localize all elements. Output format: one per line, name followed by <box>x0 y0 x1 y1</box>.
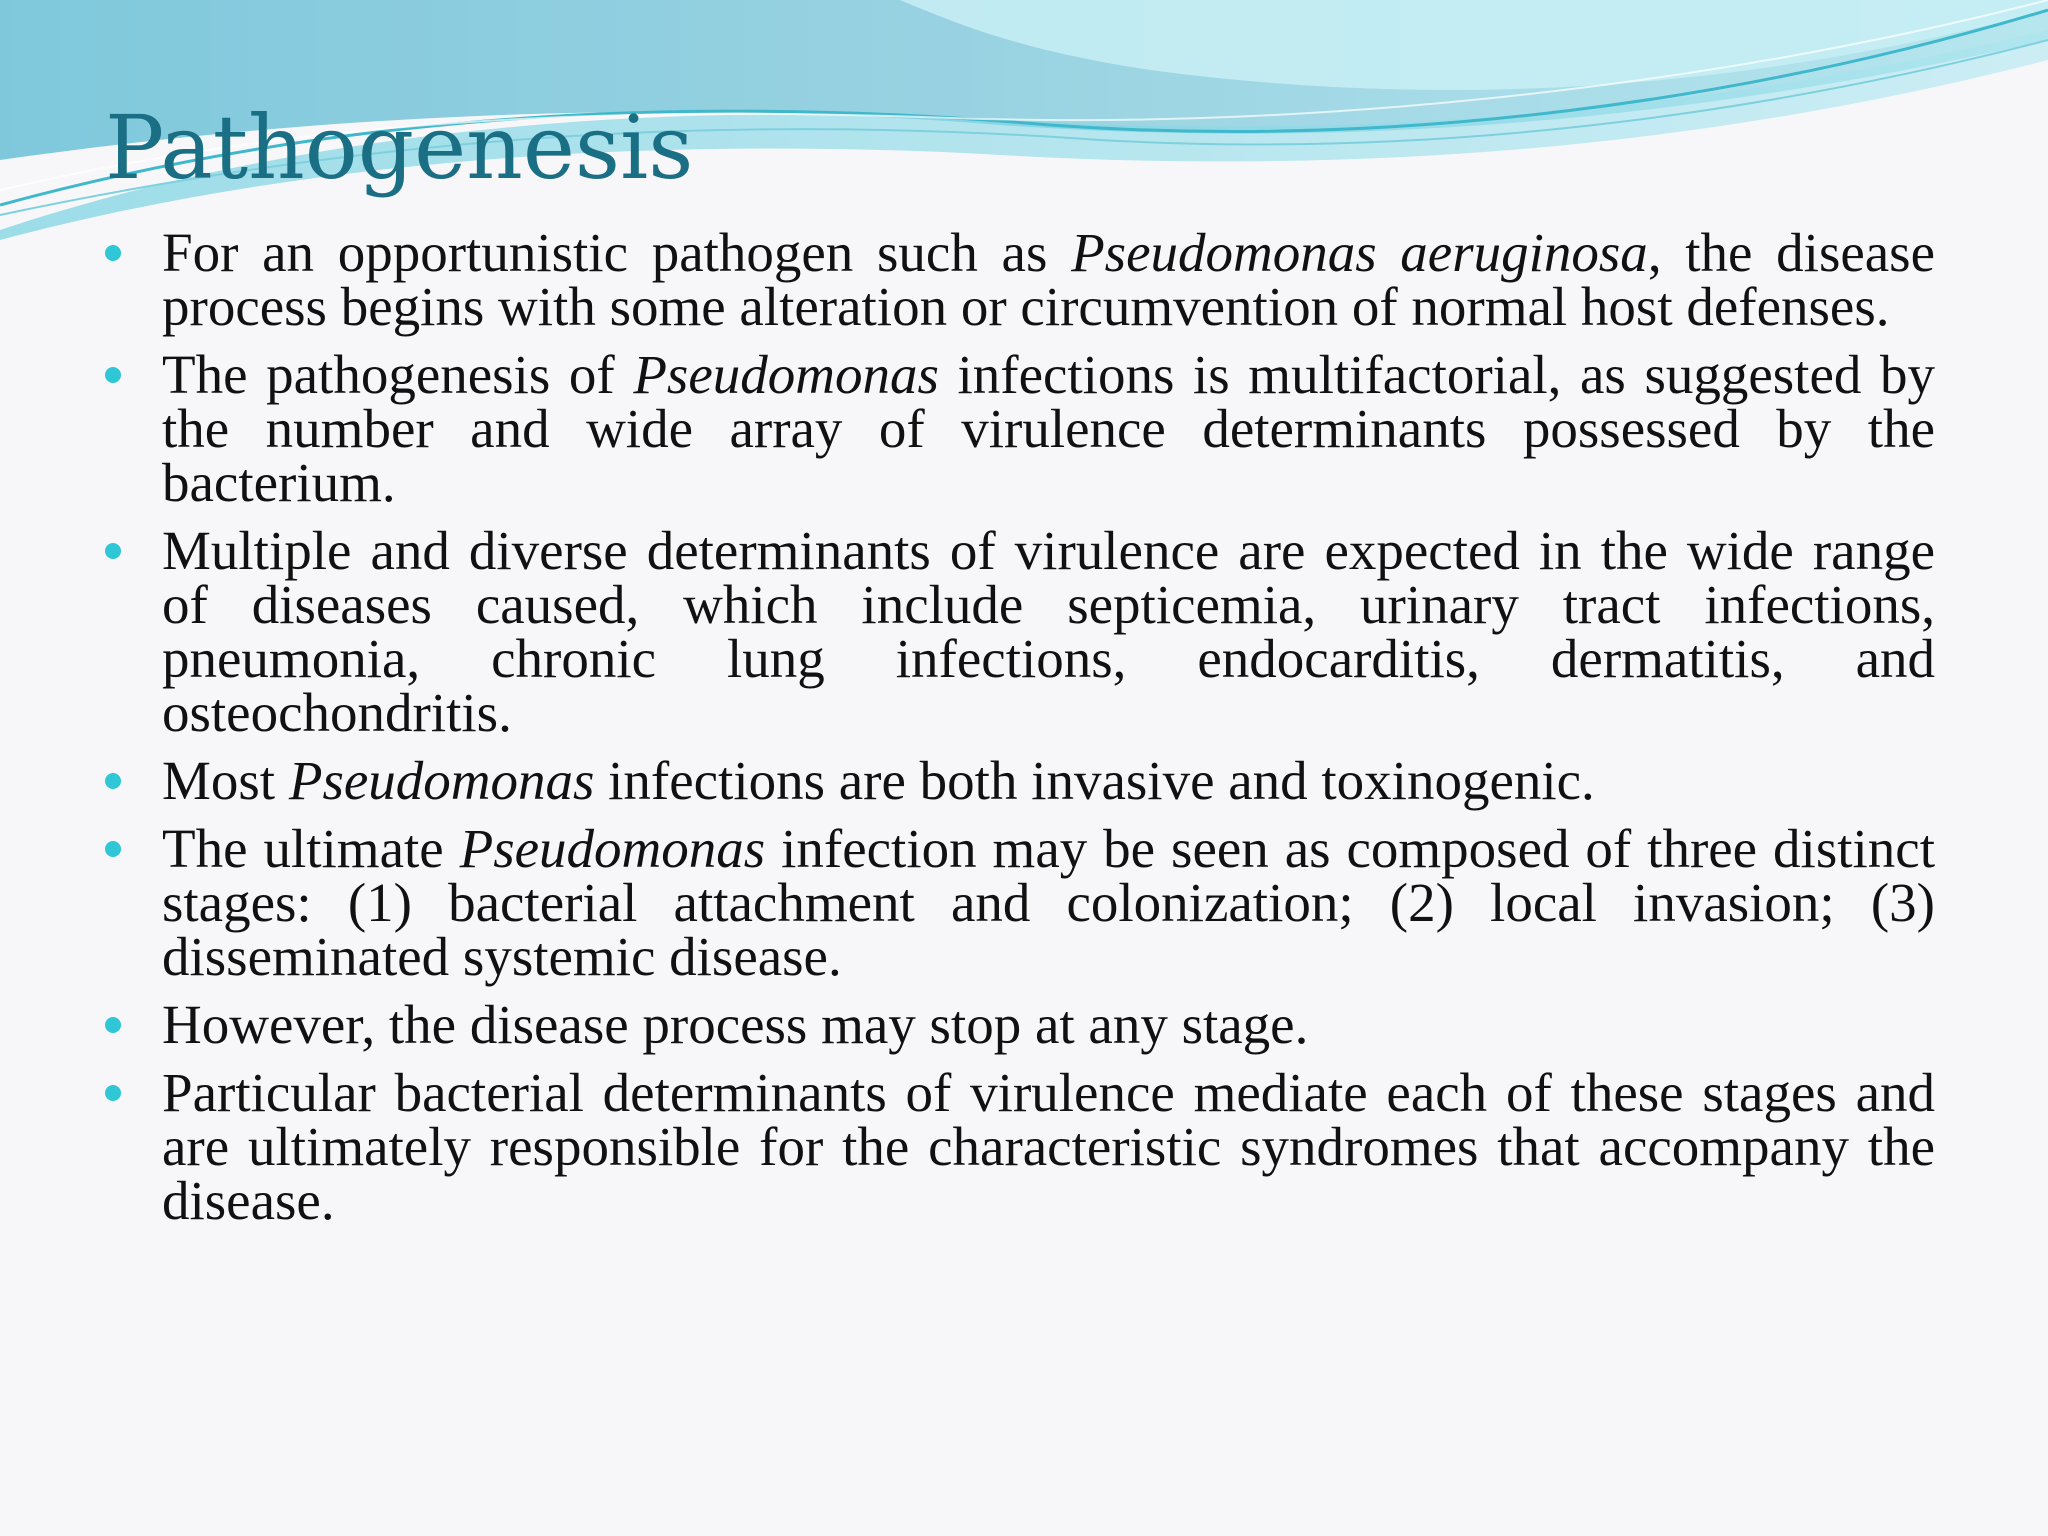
bullet-text-italic: Pseudomonas <box>459 818 766 879</box>
bullet-dot-icon <box>105 841 121 857</box>
bullet-text-italic: Pseudomonas aeruginosa <box>1071 222 1648 283</box>
bullet-item <box>100 994 1935 1055</box>
bullet-dot-icon <box>105 1017 121 1033</box>
bullet-item <box>100 818 1935 987</box>
bullet-item <box>100 1062 1935 1231</box>
bullet-text: Multiple and diverse determinants of virulence are expected in the wide range of diseases caused, which include septicemia, urinary tract infections, pneumonia, chronic lung infections, endocarditis, dermatitis, and osteochondritis. <box>162 520 1935 743</box>
bullet-text: , the disease process begins with some alteration or circumvention of normal host defenses. <box>162 222 1935 337</box>
bullet-dot-icon <box>105 1085 121 1101</box>
bullet-dot-icon <box>105 543 121 559</box>
bullet-item <box>100 750 1935 811</box>
bullet-dot-icon <box>105 773 121 789</box>
bullet-text: Most <box>162 750 289 811</box>
bullet-text: infections are both invasive and toxinogenic. <box>594 750 1595 811</box>
bullet-text: However, the disease process may stop at any stage. <box>162 994 1309 1055</box>
bullet-item <box>100 520 1935 743</box>
bullet-text-italic: Pseudomonas <box>633 344 939 405</box>
bullet-text: For an opportunistic pathogen such as <box>162 222 1072 283</box>
bullet-text: Particular bacterial determinants of virulence mediate each of these stages and are ultimately responsible for the characteristic syndromes that accompany the disease. <box>162 1062 1935 1231</box>
bullet-dot-icon <box>105 367 121 383</box>
bullet-item <box>100 222 1935 337</box>
bullet-text: infections is multifactorial, as suggested by the number and wide array of virulence determinants possessed by the bacterium. <box>162 344 1935 513</box>
bullet-text: infection may be seen as composed of three distinct stages: (1) bacterial attachment and colonization; (2) local invasion; (3) disseminated systemic disease. <box>162 818 1935 987</box>
bullet-item <box>100 344 1935 513</box>
bullet-text: The pathogenesis of <box>162 344 634 405</box>
bullet-text: The ultimate <box>162 818 460 879</box>
slide-title: Pathogenesis <box>105 96 694 199</box>
bullet-text-italic: Pseudomonas <box>288 750 595 811</box>
bullet-list <box>100 222 1935 1242</box>
bullet-dot-icon <box>105 245 121 261</box>
